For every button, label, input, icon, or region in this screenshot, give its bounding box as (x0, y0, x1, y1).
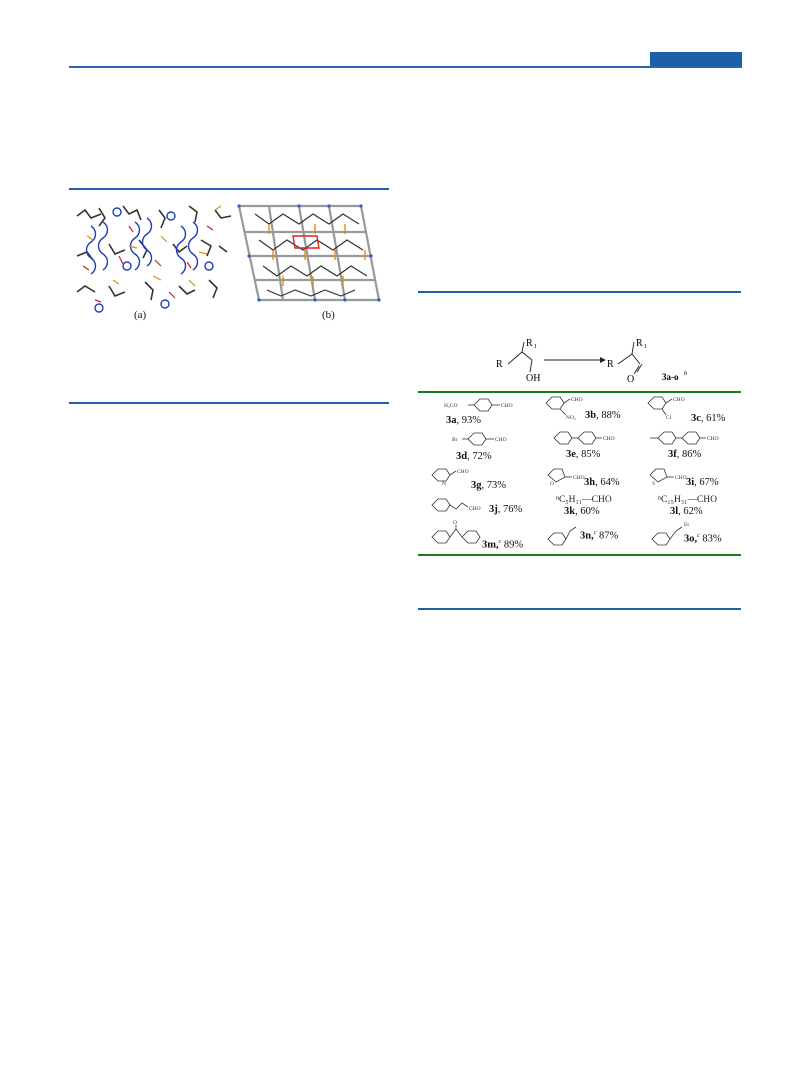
packing-diagram-a (77, 206, 231, 312)
compound-3o: 3o,$^c$ 83% (684, 533, 722, 545)
compound-3l: 3l, 62% (670, 506, 703, 517)
reactant-r1-sub: 1 (534, 344, 537, 350)
label-cho-3a: CHO (501, 403, 513, 409)
label-cho-3e: CHO (603, 436, 615, 442)
label-s: S (652, 481, 656, 487)
label-h3co: H₃CO (444, 403, 458, 409)
compound-3k: 3k, 60% (564, 506, 600, 517)
reactant-oh: OH (526, 373, 541, 384)
label-cho-3h: CHO (573, 475, 585, 481)
compound-3d: 3d, 72% (456, 451, 492, 462)
compound-3g: 3g, 73% (471, 480, 506, 491)
product-label-sup: b (684, 371, 687, 377)
scheme-bottom-rule (418, 608, 741, 610)
label-cho-3d: CHO (495, 437, 507, 443)
figure-bottom-rule (69, 402, 389, 404)
label-cho-3f: CHO (707, 436, 719, 442)
compound-3i: 3i, 67% (686, 477, 719, 488)
compound-3h: 3h, 64% (584, 477, 620, 488)
caption-b: (b) (322, 309, 335, 321)
product-o: O (627, 374, 635, 385)
table-bottom-rule (418, 554, 741, 556)
product-r: R (607, 359, 614, 370)
compound-3m: 3m,$^c$ 89% (482, 539, 524, 551)
product-r1-sub: 1 (644, 344, 647, 350)
label-cho-3c: CHO (673, 397, 685, 403)
compound-3f: 3f, 86% (668, 449, 702, 460)
compound-3c: 3c, 61% (691, 413, 726, 424)
network-diagram-b (237, 204, 380, 301)
crystal-structure-figure (69, 196, 389, 326)
scheme-top-rule (418, 291, 741, 293)
label-br: Br (452, 437, 458, 443)
compound-3j: 3j, 76% (489, 504, 523, 515)
product-label: 3a-o (662, 372, 679, 382)
label-o-furan: O (550, 481, 554, 487)
product-r1: R (636, 338, 643, 349)
compound-3b: 3b, 88% (585, 410, 621, 421)
label-cho-3i: CHO (675, 475, 687, 481)
label-no2: NO₂ (566, 415, 576, 421)
reaction-scheme (418, 330, 741, 390)
caption-a: (a) (134, 309, 147, 321)
figure-top-rule (69, 188, 389, 190)
header-rule (69, 66, 742, 68)
compound-3n: 3n,$^c$ 87% (580, 530, 619, 542)
label-n: N (442, 481, 446, 487)
label-cho-3b: CHO (571, 397, 583, 403)
reactant-r1: R (526, 338, 533, 349)
compound-3e: 3e, 85% (566, 449, 601, 460)
label-c5: ⁿC₅H₁₁—CHO (556, 495, 612, 505)
label-o-3m: O (453, 520, 457, 526)
label-cl: Cl (666, 415, 672, 421)
label-cho-3j: CHO (469, 506, 481, 512)
label-et: Et (684, 522, 689, 528)
label-c15: ⁿC₁₅H₃₁—CHO (658, 495, 717, 505)
reactant-r: R (496, 359, 503, 370)
header-tab (650, 52, 742, 66)
compound-3a: 3a, 93% (446, 415, 481, 426)
label-cho-3g: CHO (457, 469, 469, 475)
